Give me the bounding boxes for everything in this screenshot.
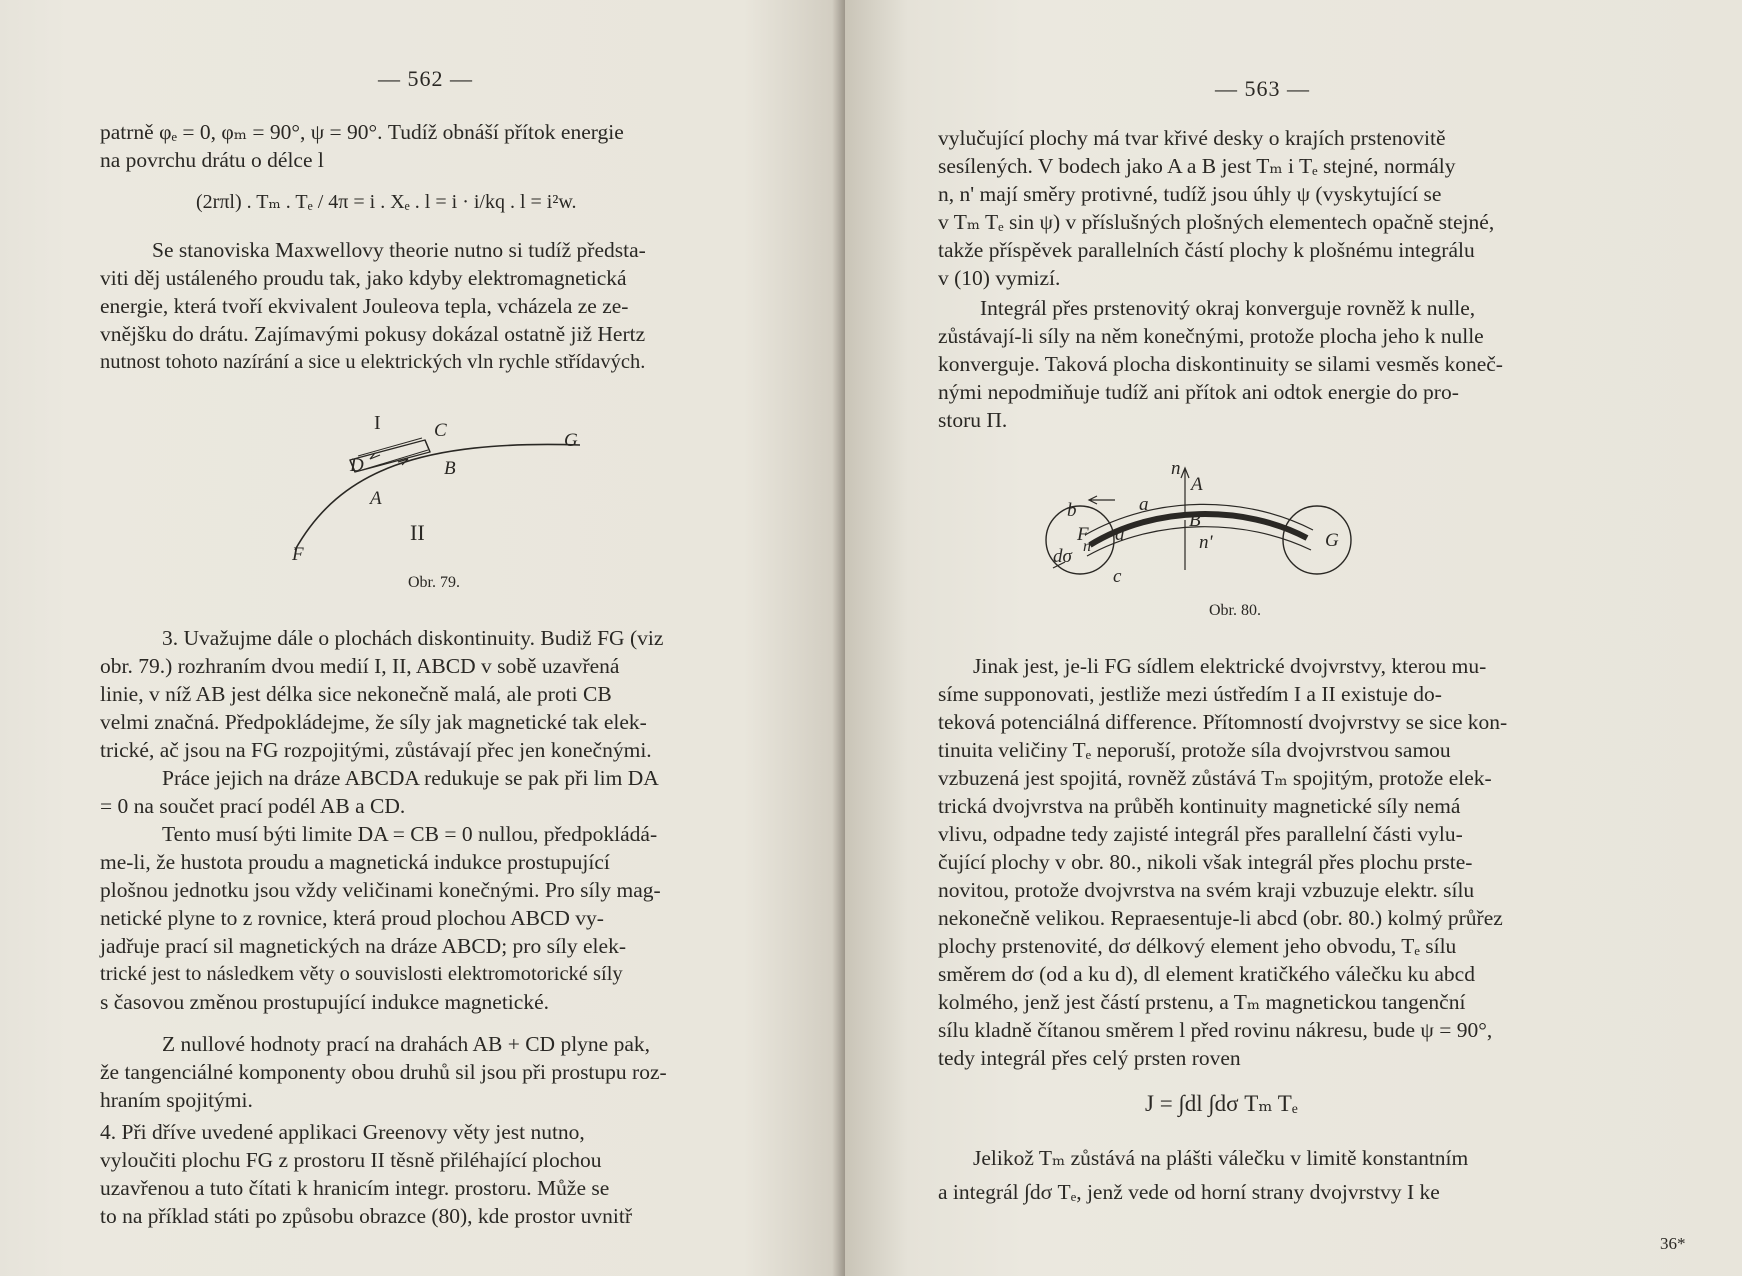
fig80-label-a: a bbox=[1139, 494, 1149, 515]
text-line: Jelikož Tₘ zůstává na plášti válečku v limitě konstantním bbox=[973, 1146, 1469, 1170]
text-line: = 0 na součet prací podél AB a CD. bbox=[100, 794, 406, 818]
fig80-label-d: d bbox=[1115, 524, 1125, 545]
text-line: nekonečně velikou. Repraesentuje-li abcd (obr. 80.) kolmý průřez bbox=[938, 906, 1503, 930]
text-line: s časovou změnou prostupující indukce magnetické. bbox=[100, 990, 549, 1014]
text-line: Práce jejich na dráze ABCDA redukuje se pak při lim DA bbox=[162, 766, 659, 790]
equation: J = ∫dl ∫dσ Tₘ Tₑ bbox=[1145, 1091, 1298, 1116]
text-line: v Tₘ Tₑ sin ψ) v příslušných plošných elementech opačně stejné, bbox=[938, 210, 1495, 234]
fig80-label-n-prime: n' bbox=[1199, 532, 1213, 553]
fig79-label-II: II bbox=[410, 520, 425, 545]
fig79-label-A: A bbox=[370, 488, 382, 509]
text-line: uzavřenou a tuto čítati k hranicím integr. prostoru. Může se bbox=[100, 1176, 610, 1200]
text-line: zůstávají-li síly na něm konečnými, protože plocha jeho k nulle bbox=[938, 324, 1484, 348]
text-line: vnějšku do drátu. Zajímavými pokusy dokázal ostatně již Hertz bbox=[100, 322, 646, 346]
text-line: n, n' mají směry protivné, tudíž jsou úhly ψ (vyskytující se bbox=[938, 182, 1442, 206]
text-line: Se stanoviska Maxwellovy theorie nutno si tudíž předsta- bbox=[152, 238, 646, 262]
text-line: sesílených. V bodech jako A a B jest Tₘ i Tₑ stejné, normály bbox=[938, 154, 1456, 178]
text-line: 3. Uvažujme dále o plochách diskontinuity. Budiž FG (viz bbox=[162, 626, 664, 650]
text-line: vzbuzená jest spojitá, rovněž zůstává Tₘ spojitým, protože elek- bbox=[938, 766, 1492, 790]
text-line: nými nepodmiňuje tudíž ani přítok ani odtok energie do pro- bbox=[938, 380, 1459, 404]
text-line: storu Π. bbox=[938, 408, 1008, 432]
text-line: me-li, že hustota proudu a magnetická indukce prostupující bbox=[100, 850, 610, 874]
text-line: směrem dσ (od a ku d), dl element kratičkého válečku ku abcd bbox=[938, 962, 1475, 986]
text-line: novitou, protože dvojvrstva na svém kraji vzbuzuje elektr. sílu bbox=[938, 878, 1475, 902]
signature-mark: 36* bbox=[1660, 1234, 1686, 1253]
text-line: velmi značná. Předpokládejme, že síly jak magnetické tak elek- bbox=[100, 710, 647, 734]
equation: (2rπl) . Tₘ . Tₑ / 4π = i . Xₑ . l = i · i/kq . l = i²w. bbox=[196, 191, 577, 213]
text-line: energie, která tvoří ekvivalent Jouleova tepla, vcházela ze ze- bbox=[100, 294, 629, 318]
text-line: tedy integrál přes celý prsten roven bbox=[938, 1046, 1241, 1070]
text-line: viti děj ustáleného proudu tak, jako kdyby elektromagnetická bbox=[100, 266, 627, 290]
fig80-label-A: A bbox=[1191, 474, 1203, 495]
text-line: linie, v níž AB jest délka sice nekonečně malá, ale proti CB bbox=[100, 682, 612, 706]
figure-80-caption: Obr. 80. bbox=[1209, 602, 1261, 619]
text-line: takže příspěvek parallelních částí plochy k plošnému integrálu bbox=[938, 238, 1475, 262]
text-line: vlivu, odpadne tedy zajisté integrál přes parallelní části vylu- bbox=[938, 822, 1463, 846]
figure-80 bbox=[1035, 460, 1415, 590]
text-line: plochy prstenovité, dσ délkový element jeho obvodu, Tₑ sílu bbox=[938, 934, 1457, 958]
text-line: teková potenciálná difference. Přítomností dvojvrstvy se sice kon- bbox=[938, 710, 1508, 734]
text-line: síme supponovati, jestliže mezi ústředím I a II existuje do- bbox=[938, 682, 1442, 706]
text-line: plošnou jednotku jsou vždy veličinami konečnými. Pro síly mag- bbox=[100, 878, 661, 902]
text-line: na povrchu drátu o délce l bbox=[100, 148, 324, 172]
text-line: vylučující plochy má tvar křivé desky o krajích prstenovitě bbox=[938, 126, 1446, 150]
text-line: trické jest to následkem věty o souvislosti elektromotorické síly bbox=[100, 963, 623, 985]
right-page bbox=[845, 0, 1742, 1276]
text-line: 4. Při dříve uvedené applikaci Greenovy věty jest nutno, bbox=[100, 1120, 585, 1144]
text-line: jadřuje prací sil magnetických na dráze ABCD; pro síly elek- bbox=[100, 934, 626, 958]
page-number-563: — 563 — bbox=[1215, 76, 1310, 101]
fig80-label-n: n bbox=[1171, 458, 1181, 479]
text-line: Integrál přes prstenovitý okraj konverguje rovněž k nulle, bbox=[980, 296, 1476, 320]
figure-79-caption: Obr. 79. bbox=[408, 574, 460, 591]
fig80-label-b: b bbox=[1067, 500, 1077, 521]
fig80-label-F: F bbox=[1077, 524, 1089, 545]
text-line: Jinak jest, je-li FG sídlem elektrické dvojvrstvy, kterou mu- bbox=[973, 654, 1487, 678]
left-page bbox=[0, 0, 845, 1276]
fig79-label-B: B bbox=[444, 458, 456, 479]
text-line: netické plyne to z rovnice, která proud plochou ABCD vy- bbox=[100, 906, 604, 930]
fig79-label-G: G bbox=[564, 430, 578, 451]
page-number-562: — 562 — bbox=[378, 66, 473, 91]
text-line: konverguje. Taková plocha diskontinuity se silami vesměs koneč- bbox=[938, 352, 1503, 376]
text-line: tinuita veličiny Tₑ neporuší, protože síla dvojvrstvou samou bbox=[938, 738, 1451, 762]
text-line: v (10) vymizí. bbox=[938, 266, 1061, 290]
text-line: že tangenciálné komponenty obou druhů sil jsou při prostupu roz- bbox=[100, 1060, 667, 1084]
text-line: patrně φₑ = 0, φₘ = 90°, ψ = 90°. Tudíž obnáší přítok energie bbox=[100, 120, 624, 144]
text-line: trické, ač jsou na FG rozpojitými, zůstávají přec jen konečnými. bbox=[100, 738, 652, 762]
text-line: Z nullové hodnoty prací na drahách AB + CD plyne pak, bbox=[162, 1032, 651, 1056]
text-line: Tento musí býti limite DA = CB = 0 nullou, předpokládá- bbox=[162, 822, 658, 846]
text-line: to na příklad státi po způsobu obrazce (80), kde prostor uvnitř bbox=[100, 1204, 632, 1228]
fig80-label-n-small: n bbox=[1083, 538, 1091, 555]
fig79-label-D: D bbox=[350, 455, 364, 476]
text-line: a integrál ∫dσ Tₑ, jenž vede od horní strany dvojvrstvy I ke bbox=[938, 1180, 1440, 1204]
fig79-label-I: I bbox=[374, 412, 381, 434]
fig80-label-G: G bbox=[1325, 530, 1339, 551]
text-line: kolmého, jenž jest částí prstenu, a Tₘ magnetickou tangenční bbox=[938, 990, 1466, 1014]
fig79-label-C: C bbox=[434, 420, 447, 441]
text-line: hraním spojitými. bbox=[100, 1088, 253, 1112]
text-line: nutnost tohoto nazírání a sice u elektrických vln rychle střídavých. bbox=[100, 351, 646, 373]
text-line: sílu kladně čítanou směrem l před rovinu nákresu, bude ψ = 90°, bbox=[938, 1018, 1493, 1042]
fig79-label-F: F bbox=[292, 544, 304, 565]
fig80-label-B: B bbox=[1189, 510, 1201, 531]
text-line: čující plochy v obr. 80., nikoli však integrál přes plochu prste- bbox=[938, 850, 1473, 874]
text-line: vyloučiti plochu FG z prostoru II těsně přiléhající plochou bbox=[100, 1148, 602, 1172]
text-line: obr. 79.) rozhraním dvou medií I, II, ABCD v sobě uzavřená bbox=[100, 654, 620, 678]
fig80-label-dsigma: dσ bbox=[1053, 546, 1072, 567]
fig80-label-c: c bbox=[1113, 566, 1122, 587]
text-line: trická dvojvrstva na průběh kontinuity magnetické síly nemá bbox=[938, 794, 1461, 818]
